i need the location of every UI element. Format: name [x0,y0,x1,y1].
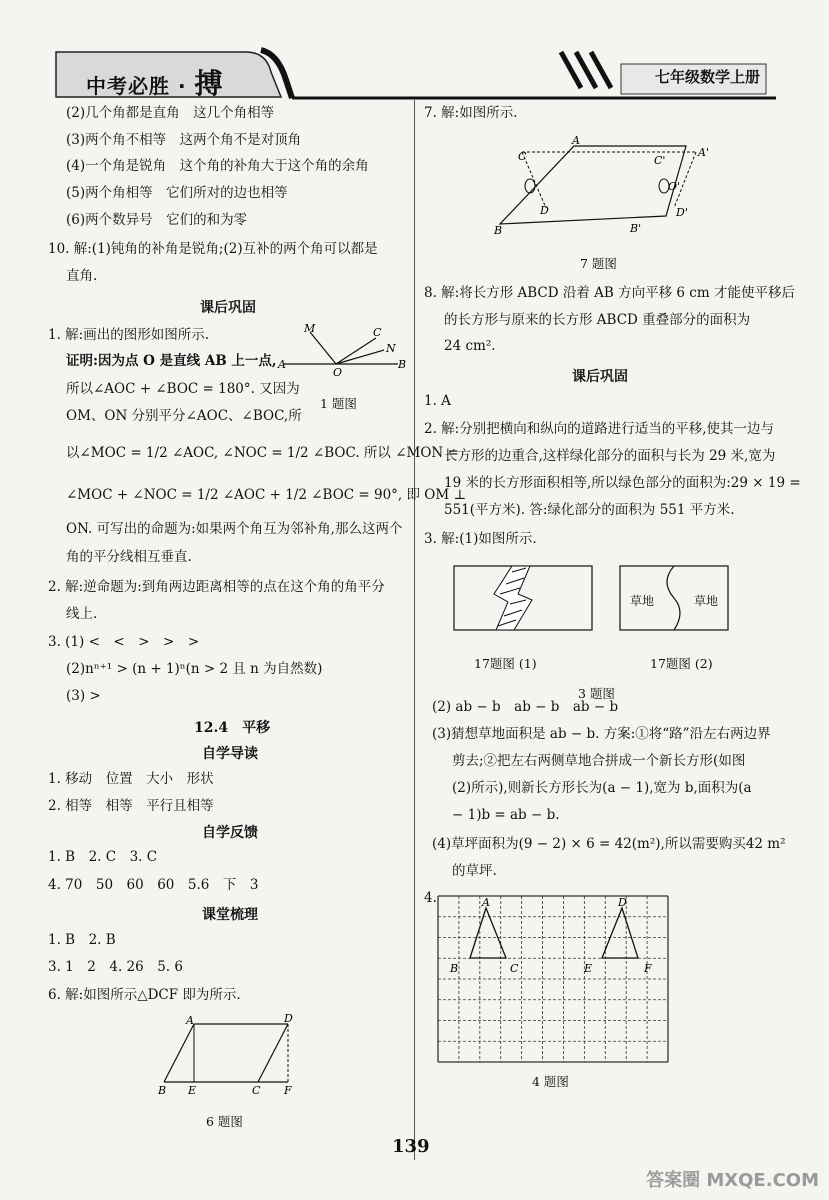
section-heading: 12.4 平移 [194,720,271,736]
header-title: 中考必胜 · 搏 [86,67,224,100]
text-line: 551(平方米). 答:绿化部分的面积为 551 平方米. [444,502,735,518]
text-line: 线上. [66,606,98,622]
grass-label: 草地 [630,594,655,608]
text-line: 的草坪. [452,863,497,879]
text-line: 1. A [424,393,451,409]
svg-text:D: D [284,1012,293,1025]
text-line: 直角. [66,268,98,284]
text-line: − 1)b = ab − b. [452,807,560,823]
text-line: 19 米的长方形面积相等,所以绿色部分的面积为:29 × 19 = [444,475,801,491]
text-line: (6)两个数异号 它们的和为零 [66,212,248,228]
svg-text:F: F [644,962,652,975]
svg-text:C: C [518,150,527,163]
section-heading: 自学反馈 [202,825,258,841]
text-line: 3. 解:(1)如图所示. [424,531,537,547]
svg-text:A: A [572,134,580,147]
text-line: ON. 可写出的命题为:如果两个角互为邻补角,那么这两个 [66,521,403,537]
text-line: 1. 移动 位置 大小 形状 [48,771,214,787]
svg-text:A: A [482,896,490,909]
figure-6-translation [154,1014,304,1098]
grass-label: 草地 [694,594,719,608]
text-line: (2) ab − b ab − b ab − b [432,699,619,715]
figure-caption: 17题图 (2) [650,656,713,671]
page-header [56,42,776,100]
text-line: 角的平分线相互垂直. [66,549,192,565]
text-line: 10. 解:(1)钝角的补角是锐角;(2)互补的两个角可以都是 [48,241,378,257]
text-line: 24 cm². [444,338,496,354]
svg-text:E: E [188,1084,197,1097]
text-line: 1. B 2. C 3. C [48,849,158,865]
text-line: 剪去;②把左右两侧草地合拼成一个新长方形(如图 [452,753,746,769]
text-line: 8. 解:将长方形 ABCD 沿着 AB 方向平移 6 cm 才能使平移后 [424,285,795,301]
text-line: (2)nⁿ⁺¹ > (n + 1)ⁿ(n > 2 且 n 为自然数) [66,661,323,677]
text-line: OM、ON 分别平分∠AOC、∠BOC,所 [66,408,302,424]
figure-caption: 6 题图 [206,1114,243,1129]
figure-1-angle-bisectors [278,322,408,377]
svg-text:A: A [278,358,286,371]
svg-text:N: N [386,342,396,355]
section-heading: 课堂梳理 [202,907,258,923]
text-line: 以∠MOC = 1/2 ∠AOC, ∠NOC = 1/2 ∠BOC. 所以 ∠MON = [66,445,459,461]
text-line: (2)所示),则新长方形长为(a − 1),宽为 b,面积为(a [452,780,752,796]
text-line: 1. 解:画出的图形如图所示. [48,327,210,343]
text-line: 4. [424,890,437,906]
svg-text:B': B' [630,222,642,235]
section-heading: 课后巩固 [572,369,628,385]
svg-text:C: C [510,962,519,975]
svg-text:O': O' [668,180,681,193]
header-subtitle: 七年级数学上册 [654,68,760,86]
figure-4-grid [438,896,670,1064]
figure-caption: 4 题图 [532,1074,569,1089]
text-line: 证明:因为点 O 是直线 AB 上一点, [66,353,277,369]
figure-caption: 3 题图 [578,686,615,701]
text-line: (4)一个角是锐角 这个角的补角大于这个角的余角 [66,158,369,174]
svg-text:A': A' [698,146,709,159]
svg-text:E: E [584,962,593,975]
svg-text:B: B [398,358,407,371]
page-number: 139 [392,1136,430,1157]
svg-text:C: C [373,326,382,339]
text-line: 1. B 2. B [48,932,116,948]
section-heading: 自学导读 [202,746,258,762]
text-line: (5)两个角相等 它们所对的边也相等 [66,185,288,201]
text-line: 长方形的边重合,这样绿化部分的面积与长为 29 米,宽为 [444,448,776,464]
text-line: 所以∠AOC + ∠BOC = 180°. 又因为 [66,381,300,397]
svg-text:C': C' [654,154,666,167]
text-line: 2. 解:分别把横向和纵向的道路进行适当的平移,使其一边与 [424,421,775,437]
text-line: 6. 解:如图所示△DCF 即为所示. [48,987,241,1003]
text-line: 3. (1) < < > > > [48,634,200,650]
text-line: 的长方形与原来的长方形 ABCD 重叠部分的面积为 [444,312,751,328]
watermark: 答案圈 MXQE.COM [646,1170,819,1191]
text-line: 2. 相等 相等 平行且相等 [48,798,214,814]
figure-17-1-road [454,566,594,632]
section-heading: 课后巩固 [200,300,256,316]
text-line: ∠MOC + ∠NOC = 1/2 ∠AOC + 1/2 ∠BOC = 90°, 即 OM ⊥ [66,487,467,503]
svg-text:B: B [158,1084,167,1097]
figure-caption: 7 题图 [580,256,617,271]
svg-text:C: C [252,1084,261,1097]
text-line: 4. 70 50 60 60 5.6 下 3 [48,877,259,893]
text-line: 3. 1 2 4. 26 5. 6 [48,959,183,975]
svg-text:D': D' [676,206,688,219]
text-line: (2)几个角都是直角 这几个角相等 [66,105,275,121]
svg-text:O: O [333,366,343,379]
grid-lines [438,896,668,1062]
text-line: (4)草坪面积为(9 − 2) × 6 = 42(m²),所以需要购买42 m² [432,836,786,852]
figure-caption: 17题图 (1) [474,656,537,671]
svg-text:D: D [540,204,549,217]
figure-caption: 1 题图 [320,396,357,411]
text-line: 2. 解:逆命题为:到角两边距离相等的点在这个角的角平分 [48,579,385,595]
svg-text:B: B [494,224,503,237]
svg-text:D: D [618,896,627,909]
column-divider [414,100,415,1160]
figure-7-translation [486,136,712,236]
svg-text:B: B [450,962,459,975]
svg-text:F: F [284,1084,292,1097]
svg-text:A: A [186,1014,194,1027]
text-line: (3)猜想草地面积是 ab − b. 方案:①将“路”沿左右两边界 [432,726,771,742]
svg-text:M: M [304,322,316,335]
text-line: 7. 解:如图所示. [424,105,518,121]
text-line: (3)两个角不相等 这两个角不是对顶角 [66,132,302,148]
text-line: (3) > [66,688,101,704]
